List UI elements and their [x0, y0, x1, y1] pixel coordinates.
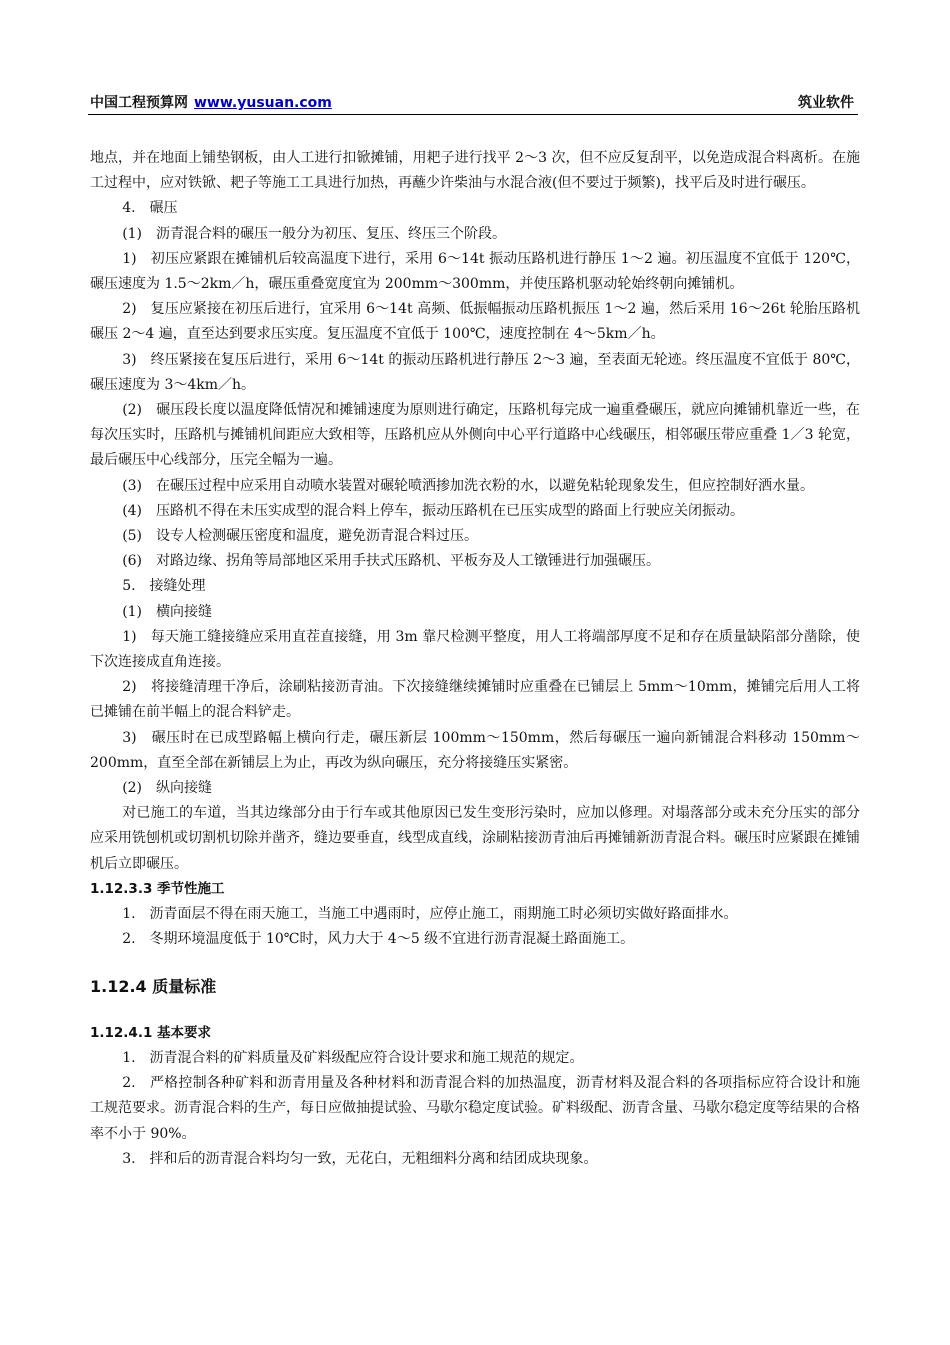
paragraph: (2) 碾压段长度以温度降低情况和摊铺速度为原则进行确定，压路机每完成一遍重叠碾压，就应向摊铺机靠近一些，在每次压实时，压路机与摊铺机间距应大致相等，压路机应从外侧向中心平行道路中心线碾压，相邻碾压带应重叠 1／3 轮宽，最后碾压中心线部分，压完全幅为一遍。	[90, 402, 860, 469]
heading-joint-treatment: 5. 接缝处理	[122, 578, 206, 595]
list-item: 1. 沥青混合料的矿料质量及矿料级配应符合设计要求和施工规范的规定。	[122, 1049, 584, 1066]
paragraph: 3) 终压紧接在复压后进行，采用 6～14t 的振动压路机进行静压 2～3 遍，至表面无轮迹。终压温度不宜低于 80℃，碾压速度为 3～4km／h。	[90, 351, 860, 393]
document-body	[90, 146, 860, 1172]
heading-longitudinal-joint: (2) 纵向接缝	[122, 780, 213, 797]
paragraph: 2) 复压应紧接在初压后进行，宜采用 6～14t 高频、低振幅振动压路机振压 1～2 遍，然后采用 16～26t 轮胎压路机碾压 2～4 遍，直至达到要求压实度。复压温度不宜低于 100℃，速度控制在 4～5km／h。	[90, 301, 860, 343]
list-item: 2. 冬期环境温度低于 10℃时，风力大于 4～5 级不宜进行沥青混凝土路面施工。	[122, 931, 635, 948]
paragraph: (4) 压路机不得在未压实成型的混合料上停车，振动压路机在已压实成型的路面上行驶应关闭振动。	[122, 502, 745, 519]
list-item: 3. 拌和后的沥青混合料均匀一致，无花白，无粗细料分离和结团成块现象。	[122, 1150, 598, 1167]
paragraph: 1) 每天施工缝接缝应采用直茬直接缝，用 3m 靠尺检测平整度，用人工将端部厚度不足和存在质量缺陷部分凿除，使下次连接成直角连接。	[90, 628, 860, 671]
paragraph: 3) 碾压时在已成型路幅上横向行走，碾压新层 100mm～150mm，然后每碾压一遍向新铺混合料移动 150mm～200mm，直至全部在新铺层上为止，再改为纵向碾压，充分将接缝压实紧密。	[90, 729, 860, 771]
paragraph: (5) 设专人检测碾压密度和温度，避免沥青混合料过压。	[122, 528, 479, 545]
heading-transverse-joint: (1) 横向接缝	[122, 603, 213, 620]
header-brand: 筑业软件	[798, 95, 854, 111]
header-site	[90, 92, 332, 114]
paragraph: 2) 将接缝清理干净后，涂刷粘接沥青油。下次接缝继续摊铺时应重叠在已铺层上 5mm～10mm，摊铺完后用人工将已摊铺在前半幅上的混合料铲走。	[90, 679, 860, 721]
heading-compaction: 4. 碾压	[122, 200, 178, 217]
paragraph: (1) 沥青混合料的碾压一般分为初压、复压、终压三个阶段。	[122, 225, 507, 242]
page-header	[88, 92, 858, 115]
list-item: 1. 沥青面层不得在雨天施工，当施工中遇雨时，应停止施工，雨期施工时必须切实做好路面排水。	[122, 906, 738, 923]
list-item: 2. 严格控制各种矿料和沥青用量及各种材料和沥青混合料的加热温度，沥青材料及混合料的各项指标应符合设计和施工规范要求。沥青混合料的生产，每日应做抽提试验、马歇尔稳定度试验。矿料级配、沥青含量、马歇尔稳定度等结果的合格率不小于 90%。	[90, 1075, 860, 1142]
paragraph: (3) 在碾压过程中应采用自动喷水装置对碾轮喷洒掺加洗衣粉的水，以避免粘轮现象发生，但应控制好洒水量。	[122, 477, 815, 494]
header-url-link[interactable]: www.yusuan.com	[194, 95, 332, 111]
paragraph-continuation: 地点，并在地面上铺垫钢板，由人工进行扣锨摊铺，用耙子进行找平 2～3 次，但不应反复刮平，以免造成混合料离析。在施工过程中，应对铁锨、耙子等施工工具进行加热，再蘸少许柴油与水混合液(但不要过于频繁)，找平后及时进行碾压。	[90, 150, 860, 192]
paragraph: (6) 对路边缘、拐角等局部地区采用手扶式压路机、平板夯及人工镦锤进行加强碾压。	[122, 553, 661, 570]
section-heading-quality-standard: 1.12.4 质量标准	[90, 976, 217, 996]
section-heading-basic-requirements: 1.12.4.1 基本要求	[90, 1024, 212, 1041]
header-site-name: 中国工程预算网	[90, 95, 188, 111]
paragraph: 1) 初压应紧跟在摊铺机后较高温度下进行，采用 6～14t 振动压路机进行静压 1～2 遍。初压温度不宜低于 120℃，碾压速度为 1.5～2km／h，碾压重叠宽度宜为 200mm～300mm，并使压路机驱动轮始终朝向摊铺机。	[90, 250, 860, 293]
section-heading-seasonal: 1.12.3.3 季节性施工	[90, 880, 225, 897]
paragraph: 对已施工的车道，当其边缘部分由于行车或其他原因已发生变形污染时，应加以修理。对塌落部分或未充分压实的部分应采用铣刨机或切割机切除并凿齐，缝边要垂直，线型成直线，涂刷粘接沥青油后再摊铺新沥青混合料。碾压时应紧跟在摊铺机后立即碾压。	[90, 805, 860, 872]
